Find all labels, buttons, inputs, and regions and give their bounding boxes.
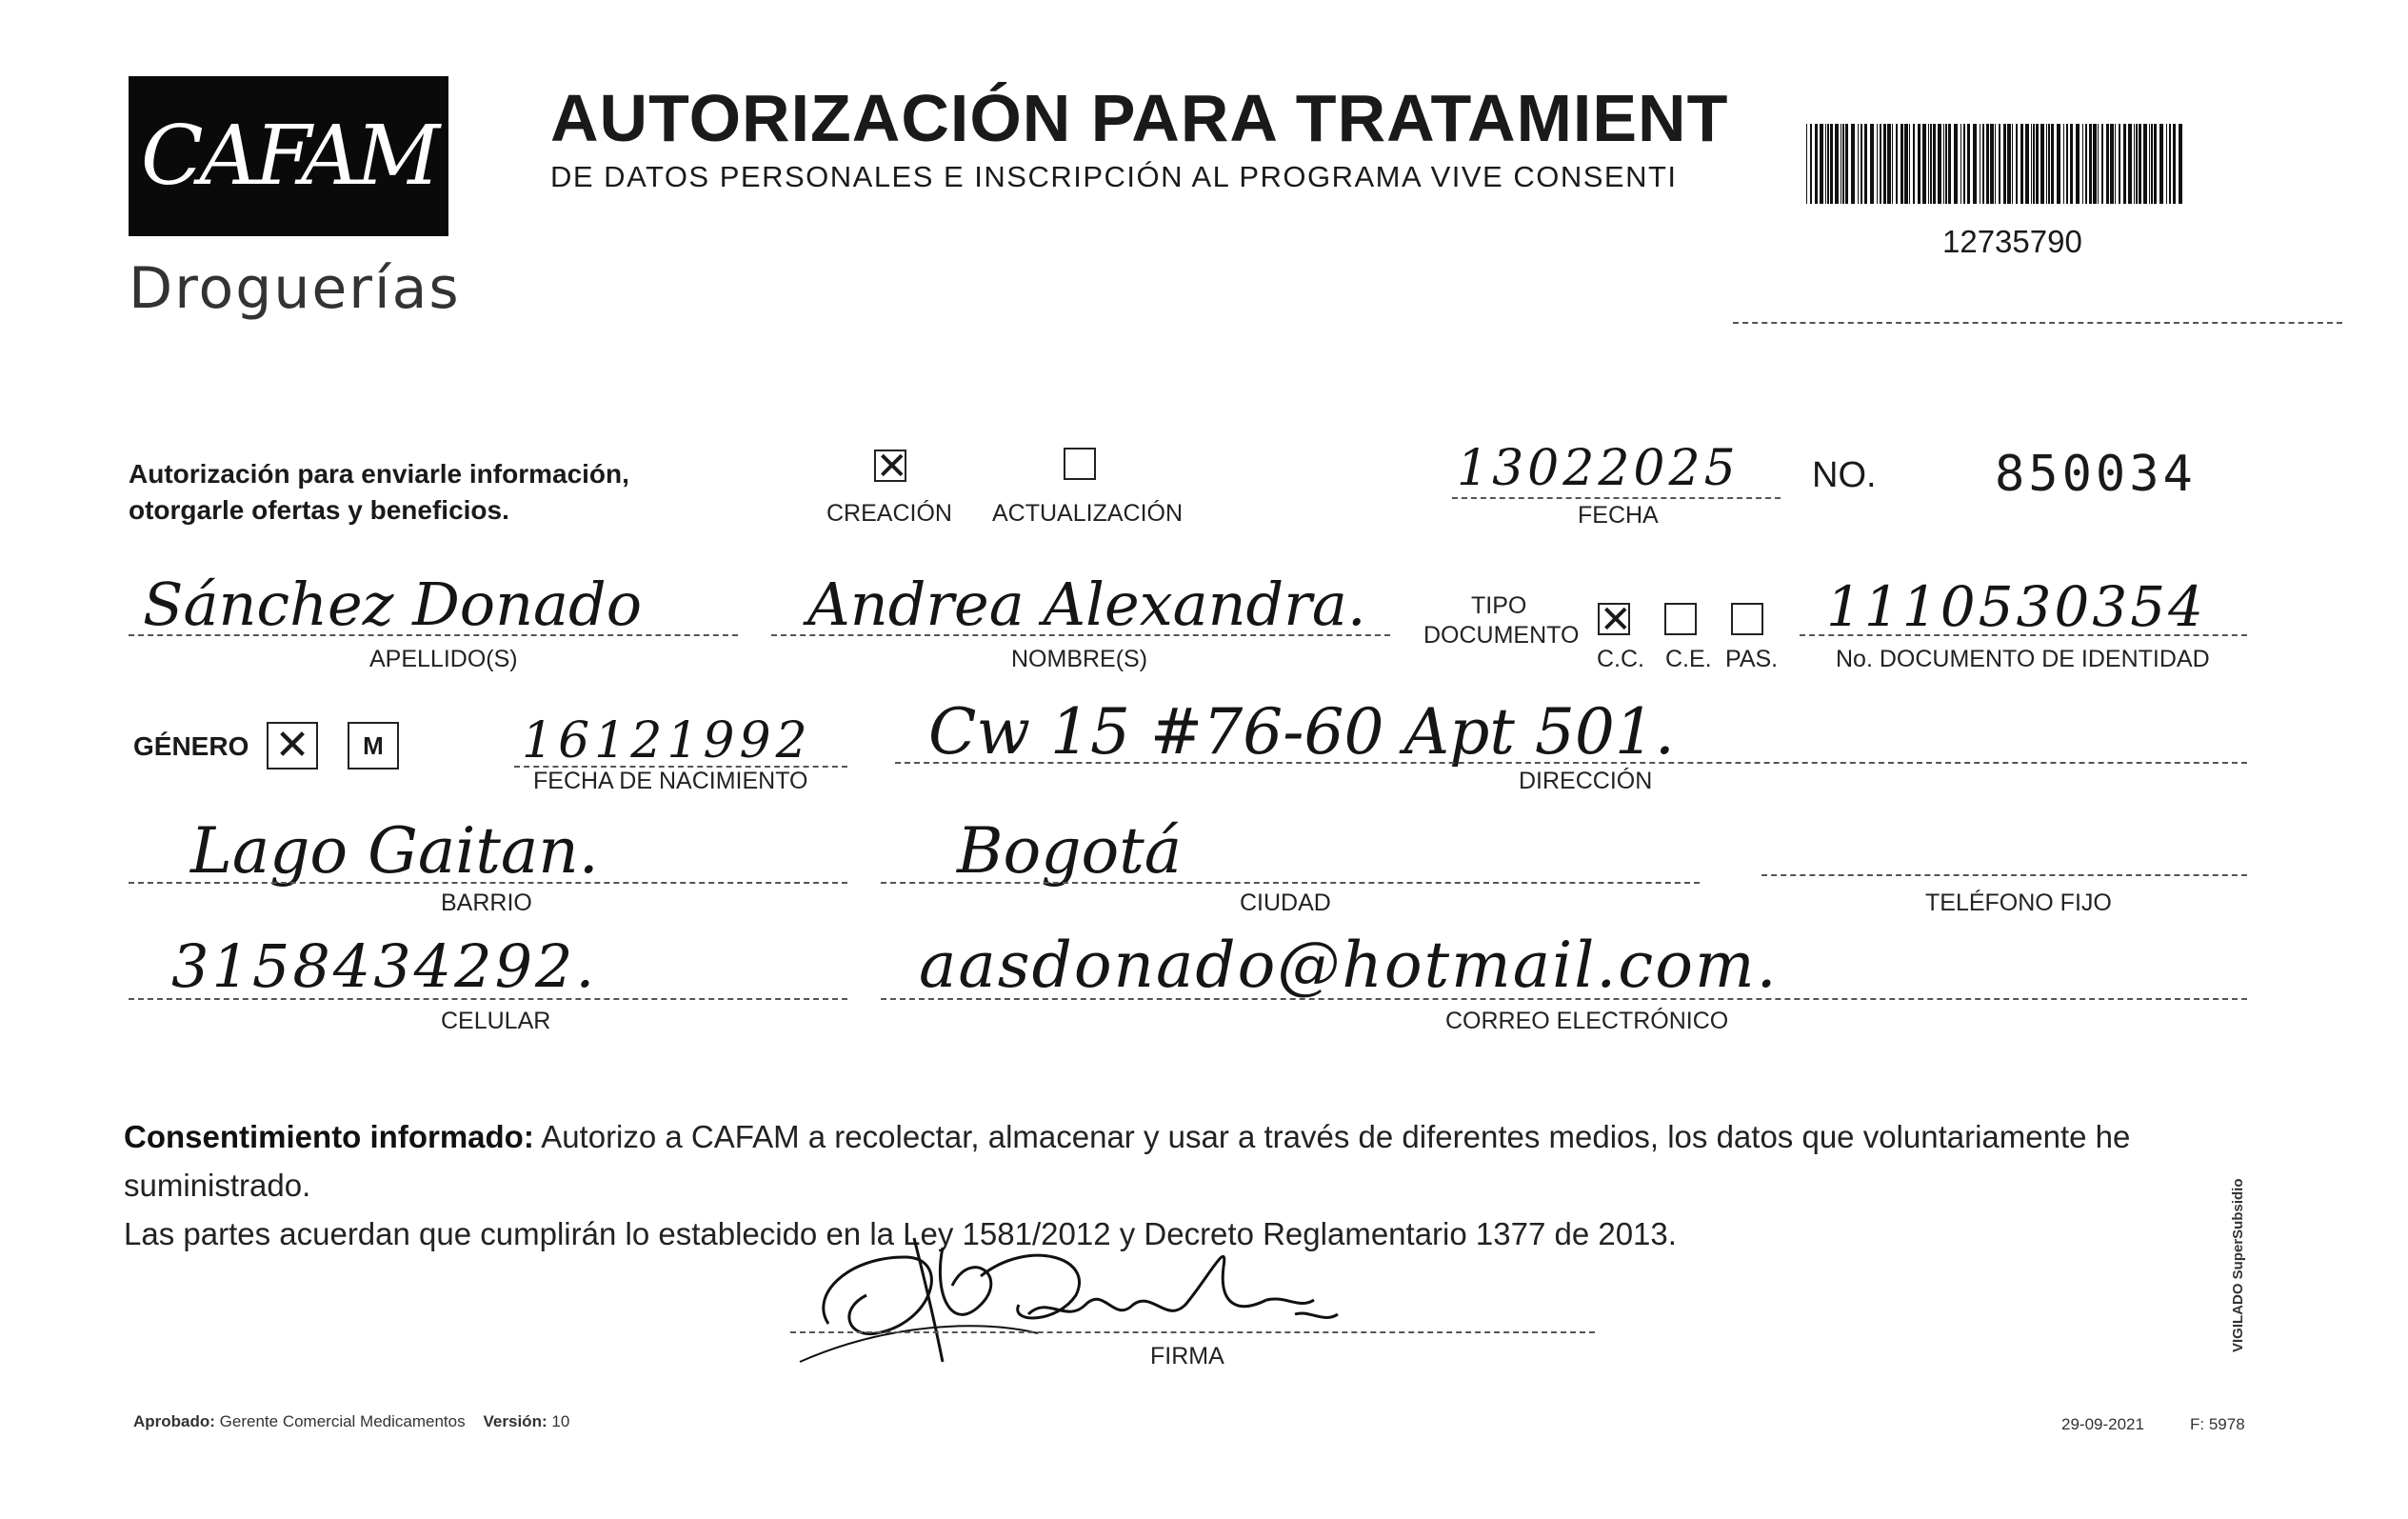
barcode-bar: [1861, 124, 1862, 204]
barcode-bar: [1928, 124, 1929, 204]
signature-label: FIRMA: [1150, 1343, 1224, 1369]
barcode-bar: [1943, 124, 1944, 204]
version-value: 10: [551, 1412, 570, 1430]
barcode-bar: [1999, 124, 2000, 204]
mobile-line: [129, 998, 847, 1000]
barcode-bar: [1995, 124, 1996, 204]
barcode-bar: [1851, 124, 1855, 204]
doc-type-label-2: DOCUMENTO: [1423, 622, 1580, 649]
barcode-bar: [2063, 124, 2064, 204]
gender-label: GÉNERO: [133, 731, 249, 761]
barcode-bar: [2123, 124, 2126, 204]
doc-cc-label: C.C.: [1597, 646, 1644, 672]
doc-ce-label: C.E.: [1665, 646, 1712, 672]
mobile-value: 3158434292.: [171, 931, 598, 1001]
barcode-bar: [2020, 124, 2023, 204]
address-line: [895, 762, 2247, 764]
barcode-bar: [1954, 124, 1958, 204]
barcode-bar: [1938, 124, 1941, 204]
email-line: [881, 998, 2247, 1000]
barcode-bar: [1870, 124, 1874, 204]
authorization-text-line2: otorgarle ofertas y beneficios.: [129, 495, 509, 525]
cafam-logo: [129, 76, 448, 236]
x-mark-icon: ✕: [274, 721, 310, 769]
barcode-bar: [1986, 124, 1989, 204]
doc-number-label: No. DOCUMENTO DE IDENTIDAD: [1836, 646, 2210, 672]
authorization-text-line1: Autorización para enviarle información,: [129, 459, 629, 489]
barcode-bar: [1825, 124, 1826, 204]
barcode-bar: [1806, 124, 1807, 204]
names-line: [771, 634, 1390, 636]
consent-line1: [124, 1112, 2266, 1209]
form-title: AUTORIZACIÓN PARA TRATAMIENT: [550, 81, 1729, 155]
barcode-bar: [2136, 124, 2138, 204]
doc-number-line: [1800, 634, 2247, 636]
barcode: [1804, 124, 2190, 204]
barcode-bar: [2089, 124, 2092, 204]
gender-m-checkbox[interactable]: [348, 722, 399, 769]
names-value: Andrea Alexandra.: [807, 570, 1366, 639]
creation-label: CREACIÓN: [826, 500, 952, 527]
barcode-bar: [2106, 124, 2109, 204]
barcode-bar: [2139, 124, 2141, 204]
logo-subtitle: Droguerías: [129, 255, 461, 322]
barcode-bar: [2082, 124, 2083, 204]
barcode-bar: [2173, 124, 2176, 204]
barcode-bar: [2159, 124, 2163, 204]
barcode-bar: [2066, 124, 2068, 204]
barcode-bar: [1842, 124, 1844, 204]
barcode-bar: [2025, 124, 2029, 204]
supersubsidio-side-text: VIGILADO SuperSubsidio: [2230, 1178, 2246, 1352]
barcode-bar: [2151, 124, 2153, 204]
header-divider: [1733, 322, 2342, 324]
barcode-bar: [2033, 124, 2035, 204]
doc-ce-checkbox[interactable]: [1664, 603, 1697, 635]
birthdate-value: 16121992: [522, 712, 812, 769]
barcode-bar: [2128, 124, 2132, 204]
surnames-value: Sánchez Donado: [143, 570, 643, 639]
barcode-bar: [1820, 124, 1823, 204]
city-label: CIUDAD: [1240, 889, 1331, 916]
approved-label: Aprobado:: [133, 1412, 215, 1430]
barcode-bar: [2115, 124, 2116, 204]
barcode-bar: [1892, 124, 1893, 204]
barcode-bar: [2051, 124, 2054, 204]
doc-type-label-1: TIPO: [1471, 592, 1527, 619]
barcode-bar: [1982, 124, 1984, 204]
doc-pas-label: PAS.: [1725, 646, 1779, 672]
surnames-line: [129, 634, 738, 636]
barcode-bar: [1887, 124, 1891, 204]
barcode-bar: [1904, 124, 1908, 204]
barcode-bar: [1830, 124, 1833, 204]
version-label: Versión:: [483, 1412, 547, 1430]
consent-heading: Consentimiento informado:: [124, 1119, 534, 1154]
landline-line: [1761, 874, 2247, 876]
barcode-bar: [1922, 124, 1926, 204]
barcode-bar: [2166, 124, 2167, 204]
update-checkbox[interactable]: [1064, 448, 1096, 480]
barcode-bar: [1880, 124, 1881, 204]
x-mark-icon: ✕: [1600, 598, 1632, 642]
barcode-bar: [2085, 124, 2087, 204]
doc-number-value: 1110530354: [1826, 574, 2207, 639]
address-label: DIRECCIÓN: [1519, 768, 1653, 794]
barcode-bar: [2057, 124, 2060, 204]
barcode-bar: [1877, 124, 1878, 204]
barcode-bar: [1930, 124, 1932, 204]
barcode-bar: [1960, 124, 1961, 204]
barcode-bar: [2149, 124, 2150, 204]
barcode-bar: [2119, 124, 2120, 204]
footer-approved: [133, 1412, 569, 1431]
barcode-bar: [2179, 124, 2182, 204]
barcode-bar: [1990, 124, 1994, 204]
gender-m-label: M: [363, 730, 384, 760]
doc-pas-checkbox[interactable]: [1731, 603, 1763, 635]
barcode-bar: [1883, 124, 1886, 204]
barcode-bar: [1973, 124, 1977, 204]
barcode-bar: [2076, 124, 2080, 204]
neighborhood-value: Lago Gaitan.: [190, 814, 599, 888]
barcode-bar: [2036, 124, 2039, 204]
email-value: aasdonado@hotmail.com.: [919, 929, 1779, 1002]
names-label: NOMBRE(S): [1011, 646, 1148, 672]
mobile-label: CELULAR: [441, 1008, 551, 1034]
barcode-bar: [2003, 124, 2006, 204]
doc-cc-checkbox[interactable]: [1598, 598, 1632, 642]
barcode-bar: [2098, 124, 2099, 204]
barcode-bar: [1948, 124, 1951, 204]
gender-f-checkbox[interactable]: [267, 722, 318, 769]
barcode-bar: [2154, 124, 2157, 204]
barcode-bar: [1835, 124, 1839, 204]
neighborhood-label: BARRIO: [441, 889, 532, 916]
landline-label: TELÉFONO FIJO: [1925, 889, 2112, 916]
city-line: [881, 882, 1700, 884]
consent-text-1: Autorizo a CAFAM a recolectar, almacenar y usar a través de diferentes medios, los datos que voluntariamente he suministrado.: [124, 1119, 2131, 1203]
update-label: ACTUALIZACIÓN: [992, 500, 1184, 527]
neighborhood-line: [129, 882, 847, 884]
barcode-bar: [1864, 124, 1867, 204]
barcode-bar: [2110, 124, 2114, 204]
barcode-number: 12735790: [1942, 224, 2082, 259]
barcode-bar: [2169, 124, 2171, 204]
barcode-bar: [2134, 124, 2135, 204]
barcode-bar: [1963, 124, 1965, 204]
creation-checkbox[interactable]: [874, 445, 908, 489]
barcode-bar: [2101, 124, 2103, 204]
barcode-bar: [1896, 124, 1898, 204]
barcode-bar: [2046, 124, 2047, 204]
barcode-bar: [1827, 124, 1829, 204]
approved-value: Gerente Comercial Medicamentos: [219, 1412, 466, 1430]
address-value: Cw 15 #76-60 Apt 501.: [928, 695, 1675, 769]
date-value: 13022025: [1457, 440, 1740, 497]
footer-code: F: 5978: [2190, 1415, 2245, 1433]
birthdate-label: FECHA DE NACIMIENTO: [533, 768, 808, 794]
logo-text: CAFAM: [140, 109, 437, 204]
barcode-bar: [1858, 124, 1859, 204]
barcode-bar: [2093, 124, 2097, 204]
barcode-bar: [1945, 124, 1947, 204]
barcode-bar: [2012, 124, 2013, 204]
date-label: FECHA: [1578, 502, 1659, 529]
consent-text-2: Las partes acuerdan que cumplirán lo establecido en la Ley 1581/2012 y Decreto Reglamentario 1377 de 2013.: [124, 1216, 1677, 1251]
barcode-bar: [2070, 124, 2073, 204]
city-value: Bogotá: [957, 814, 1183, 888]
barcode-bar: [1913, 124, 1915, 204]
barcode-bar: [1901, 124, 1903, 204]
barcode-bar: [1810, 124, 1812, 204]
date-line: [1452, 497, 1781, 499]
barcode-bar: [2143, 124, 2147, 204]
barcode-bar: [1845, 124, 1848, 204]
surnames-label: APELLIDO(S): [369, 646, 518, 672]
no-value: 850034: [1995, 446, 2197, 503]
barcode-bar: [1918, 124, 1920, 204]
barcode-bar: [2007, 124, 2011, 204]
no-label: NO.: [1812, 455, 1877, 495]
barcode-bar: [1933, 124, 1936, 204]
barcode-bar: [2016, 124, 2018, 204]
footer-date: 29-09-2021: [2061, 1415, 2144, 1433]
barcode-bar: [2040, 124, 2044, 204]
barcode-bar: [2048, 124, 2050, 204]
signature-line: [790, 1331, 1595, 1333]
email-label: CORREO ELECTRÓNICO: [1445, 1008, 1729, 1034]
x-mark-icon: ✕: [876, 445, 908, 489]
signature-drawing: [790, 1219, 1352, 1376]
barcode-bar: [2031, 124, 2032, 204]
barcode-bar: [1815, 124, 1818, 204]
barcode-bar: [1967, 124, 1970, 204]
barcode-bar: [1909, 124, 1910, 204]
form-subtitle: DE DATOS PERSONALES E INSCRIPCIÓN AL PROGRAMA VIVE CONSENTI: [550, 160, 1678, 193]
